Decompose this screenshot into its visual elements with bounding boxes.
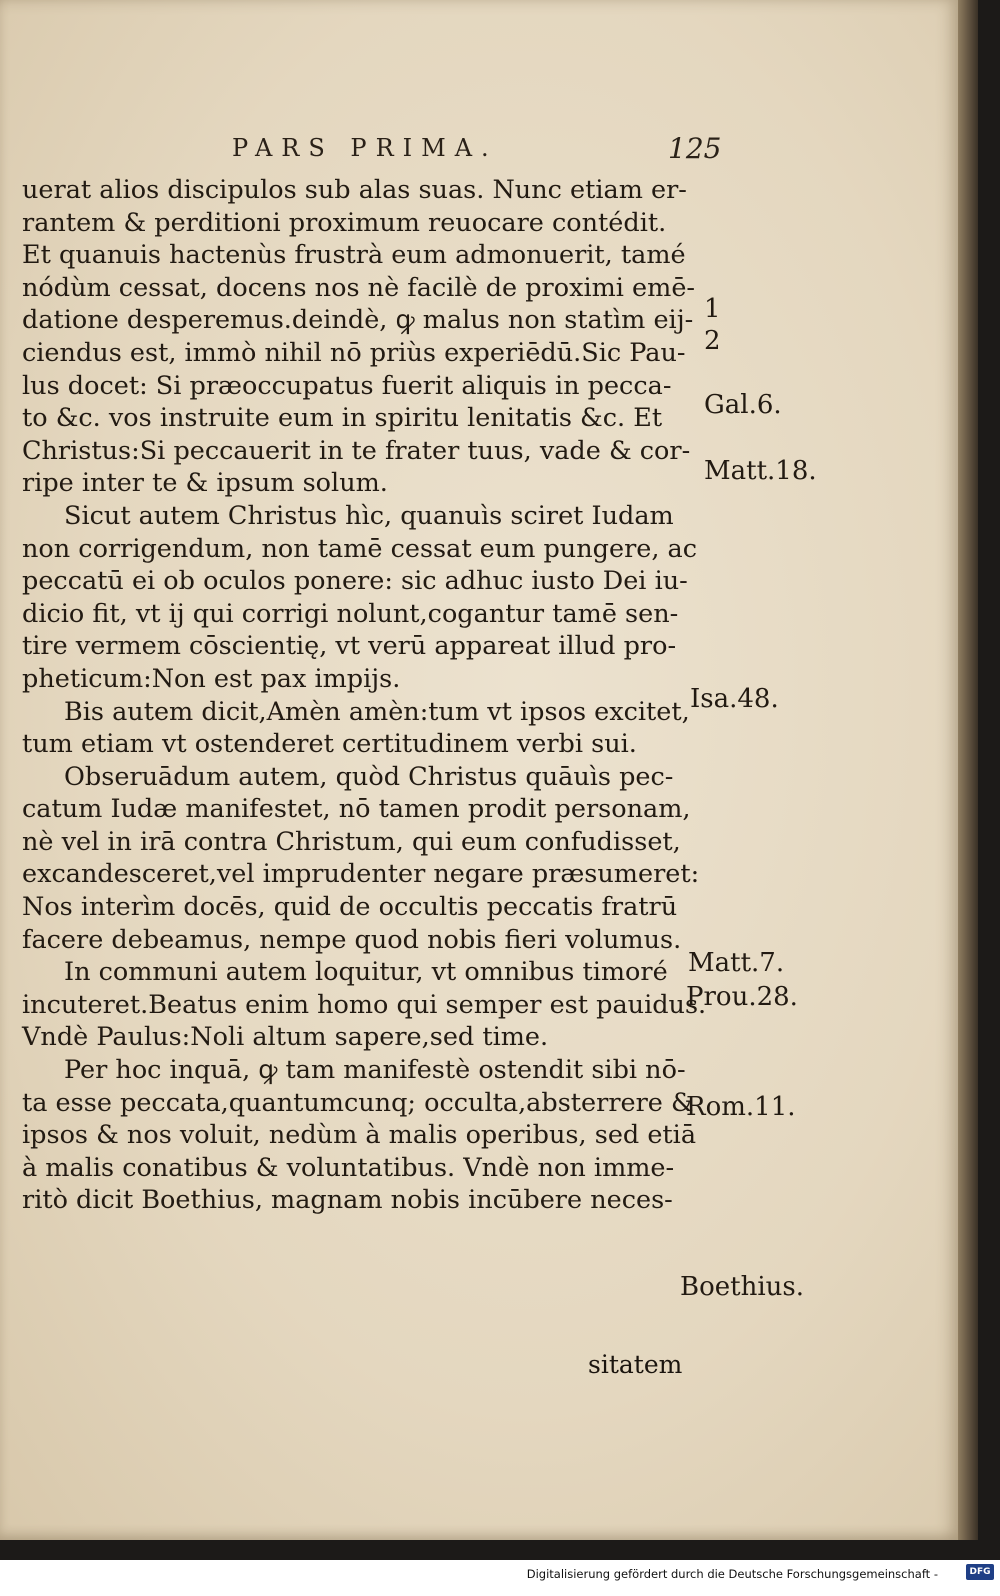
margin-note: 2 [704,326,721,356]
text-line: catum Iudæ manifestet, nō tamen prodit personam, [22,794,691,825]
margin-note: 1 [704,294,721,324]
text-line: peccatū ei ob oculos ponere: sic adhuc iusto Dei iu- [22,566,688,597]
text-line: facere debeamus, nempe quod nobis fieri volumus. [22,924,682,955]
catchword: sitatem [588,1350,683,1379]
text-line: Christus:Si peccauerit in te frater tuus, vade & cor- [22,435,691,466]
running-head [0,128,958,168]
text-line: In communi autem loquitur, vt omnibus timoré [64,957,668,988]
text-line: nè vel in irā contra Christum, qui eum confudisset, [22,826,681,857]
text-line: Bis autem dicit,Amèn amèn:tum vt ipsos excitet, [64,696,690,727]
text-line: Obseruādum autem, quòd Christus quāuìs pec- [64,761,674,792]
margin-note: Rom.11. [686,1092,796,1122]
text-line: excandesceret,vel imprudenter negare præsumeret: [22,859,700,890]
text-line: ripe inter te & ipsum solum. [22,468,388,499]
text-line: Vndè Paulus:Noli altum sapere,sed time. [22,1022,549,1053]
text-line: ciendus est, immò nihil nō priùs experiēdū.Sic Pau- [22,337,686,368]
margin-note: Prou.28. [686,982,798,1012]
text-line: ritò dicit Boethius, magnam nobis incūbere neces- [22,1185,673,1216]
footer-credit: Digitalisierung gefördert durch die Deutsche Forschungsgemeinschaft - [526,1567,938,1581]
page-edge [958,0,978,1540]
text-line: to &c. vos instruite eum in spiritu lenitatis &c. Et [22,403,663,434]
margin-note: Matt.7. [688,948,785,978]
text-line: ta esse peccata,quantumcunq; occulta,absterrere & [22,1087,694,1118]
text-line: pheticum:Non est pax impijs. [22,663,401,694]
text-line: Per hoc inquā, ꝙ tam manifestè ostendit sibi nō- [64,1055,686,1086]
text-line: dicio fit, vt ij qui corrigi nolunt,cogantur tamē sen- [22,598,679,629]
margin-note: Matt.18. [704,456,817,486]
text-line: uerat alios discipulos sub alas suas. Nunc etiam er- [22,175,687,205]
dfg-logo: DFG [966,1564,994,1580]
margin-note: Boethius. [680,1272,805,1302]
text-line: Et quanuis hactenùs frustrà eum admonuerit, tamé [22,240,686,271]
text-line: datione desperemus.deindè, ꝙ malus non statìm eij- [22,305,694,336]
text-line: tire vermem cōscientię, vt verū appareat illud pro- [22,631,677,662]
margin-note: Isa.48. [690,684,779,714]
text-line: non corrigendum, non tamē cessat eum pungere, ac [22,533,698,564]
text-line: nódùm cessat, docens nos nè facilè de proximi emē- [22,272,696,303]
text-line: tum etiam vt ostenderet certitudinem verbi sui. [22,729,637,760]
text-line: à malis conatibus & voluntatibus. Vndè non imme- [22,1152,675,1183]
body-text [22,174,707,1217]
text-line: Sicut autem Christus hìc, quanuìs sciret Iudam [64,500,674,531]
margin-note: Gal.6. [704,390,782,420]
text-line: ipsos & nos voluit, nedùm à malis operibus, sed etiā [22,1120,697,1151]
text-line: incuteret.Beatus enim homo qui semper est pauidus. [22,989,707,1020]
text-line: rantem & perditioni proximum reuocare contédit. [22,207,667,238]
text-line: Nos interìm docēs, quid de occultis peccatis fratrū [22,892,678,923]
page-number: 125 [668,132,722,165]
text-line: lus docet: Si præoccupatus fuerit aliquis in pecca- [22,370,672,401]
running-head-title: PARS PRIMA. [232,134,498,162]
